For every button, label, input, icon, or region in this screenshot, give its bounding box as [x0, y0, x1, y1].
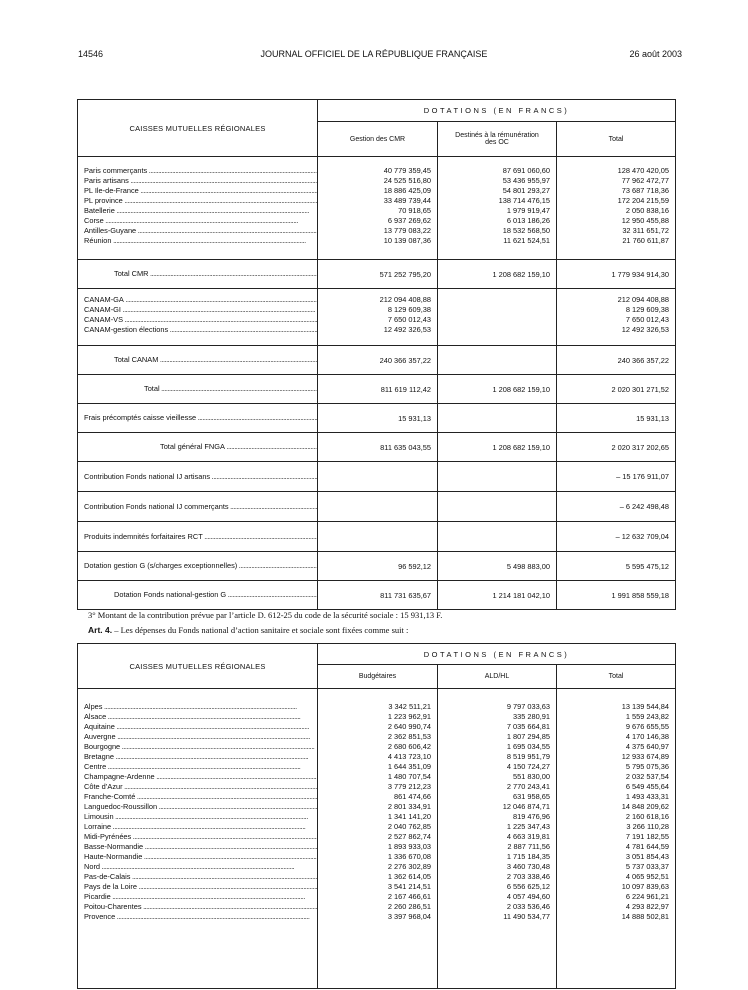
cell-value: 2 260 286,51	[387, 902, 431, 911]
cell-value: 4 150 724,27	[506, 762, 550, 771]
row-label: CANAM-VS .....	[84, 315, 317, 325]
total-canam-total: 240 366 357,22	[557, 346, 676, 375]
region-labels	[78, 689, 318, 989]
cell-value: 13 779 083,22	[383, 226, 431, 235]
cell-value: 18 532 568,50	[502, 226, 550, 235]
cell-value: 1 362 614,05	[387, 872, 431, 881]
total-gestion: 811 619 112,42	[318, 375, 438, 404]
contribution-note: 3° Montant de la contribution prévue par l’article D. 612-25 du code de la sécurité sociale : 15 931,13 F.	[88, 610, 443, 620]
cell-value: 2 887 711,56	[507, 842, 550, 851]
cell-value: 12 492 326,53	[621, 325, 670, 334]
total-general-destinees: 1 208 682 159,10	[438, 433, 557, 462]
row-label: Haute-Normandie .....	[84, 852, 317, 862]
row-label: Paris commerçants .....	[84, 166, 317, 176]
col-header-gestion: Gestion des CMR	[318, 122, 438, 157]
cell-value: 3 460 730,48	[506, 862, 550, 871]
contrib-commercants-total: – 6 242 498,48	[557, 492, 676, 522]
cell-value: 14 888 502,81	[621, 912, 670, 921]
produits-label: Produits indemnités forfaitaires RCT .....	[78, 522, 318, 552]
cell-value: 54 801 293,27	[502, 186, 550, 195]
cell-value: 1 715 184,35	[506, 852, 550, 861]
cell-value: 2 032 537,54	[625, 772, 670, 781]
cell-value: 2 640 990,74	[387, 722, 431, 731]
cell-value: 6 549 455,64	[625, 782, 670, 791]
canam-gestion	[318, 289, 438, 346]
cell-value: 70 918,65	[398, 206, 431, 215]
journal-title: JOURNAL OFFICIEL DE LA RÉPUBLIQUE FRANÇAISE	[260, 49, 488, 59]
fnga-dotations-table	[77, 99, 676, 610]
row-label: Basse-Normandie .....	[84, 842, 317, 852]
cell-value: 1 695 034,55	[506, 742, 550, 751]
cell-value: 631 958,65	[513, 792, 550, 801]
article-4	[88, 625, 408, 635]
cell-value: 10 139 087,36	[383, 236, 431, 245]
cell-value: 4 057 494,60	[506, 892, 550, 901]
row-label: Limousin .....	[84, 812, 317, 822]
frais-gestion: 15 931,13	[318, 404, 438, 433]
cell-value: 9 797 033,63	[506, 702, 550, 711]
dotation-g-total: 5 595 475,12	[557, 552, 676, 581]
row-label: CANAM-GA .....	[84, 295, 317, 305]
cell-value: 335 280,91	[513, 712, 550, 721]
cell-value: 2 362 851,53	[387, 732, 431, 741]
cell-value: 1 223 962,91	[387, 712, 431, 721]
cmr-total	[557, 157, 676, 260]
cell-value: 7 650 012,43	[625, 315, 670, 324]
cell-value: 9 676 655,55	[625, 722, 670, 731]
cell-value: 2 160 618,16	[625, 812, 670, 821]
cell-value: 1 225 347,43	[506, 822, 550, 831]
row-label: Paris artisans .....	[84, 176, 317, 186]
cell-value: 3 779 212,23	[387, 782, 431, 791]
total-destinees: 1 208 682 159,10	[438, 375, 557, 404]
caisses-header: CAISSES MUTUELLES RÉGIONALES	[78, 100, 318, 157]
row-label: Côte d’Azur .....	[84, 782, 317, 792]
budgetaires-values	[318, 689, 438, 989]
total-cmr-label: Total CMR .....	[78, 260, 318, 289]
cell-value: 4 413 723,10	[387, 752, 431, 761]
cell-value: 3 541 214,51	[387, 882, 431, 891]
row-label: Lorraine .....	[84, 822, 317, 832]
row-label: Réunion .....	[84, 236, 317, 246]
dotation-fonds-destinees: 1 214 181 042,10	[438, 581, 557, 610]
col-header-aldhl: ALD/HL	[438, 665, 557, 689]
cell-value: 1 480 707,54	[387, 772, 431, 781]
aldhl-values	[438, 689, 557, 989]
dotations-header: DOTATIONS (EN FRANCS)	[318, 644, 676, 665]
cell-value: 861 474,66	[394, 792, 431, 801]
dotations-header: DOTATIONS (EN FRANCS)	[318, 100, 676, 122]
row-label: Alsace .....	[84, 712, 317, 722]
cell-value: 1 493 433,31	[625, 792, 670, 801]
cell-value: 73 687 718,36	[621, 186, 670, 195]
row-label: Nord .....	[84, 862, 317, 872]
cell-value: 1 807 294,85	[506, 732, 550, 741]
cell-value: 21 760 611,87	[622, 236, 670, 245]
total-cmr-gestion: 571 252 795,20	[318, 260, 438, 289]
col-header-budgetaires: Budgétaires	[318, 665, 438, 689]
cell-value: 12 933 674,89	[621, 752, 670, 761]
frais-destinees-empty	[438, 404, 557, 433]
total-general-label: Total général FNGA .....	[78, 433, 318, 462]
total-canam-gestion: 240 366 357,22	[318, 346, 438, 375]
row-label: Poitou-Charentes .....	[84, 902, 317, 912]
cell-value: 2 703 338,46	[506, 872, 550, 881]
cell-value: 2 050 838,16	[625, 206, 670, 215]
row-label: Auvergne .....	[84, 732, 317, 742]
row-label: Provence .....	[84, 912, 317, 922]
cell-value: 7 650 012,43	[387, 315, 431, 324]
total-canam-label: Total CANAM .....	[78, 346, 318, 375]
contrib-artisans-label: Contribution Fonds national IJ artisans .....	[78, 462, 318, 492]
cell-value: 10 097 839,63	[621, 882, 670, 891]
cell-value: 53 436 955,97	[502, 176, 550, 185]
dotation-fonds-total: 1 991 858 559,18	[557, 581, 676, 610]
cell-value: 40 779 359,45	[383, 166, 431, 175]
cell-value: 24 525 516,80	[383, 176, 431, 185]
col-header-destinees: Destinés à la rémunération des OC	[438, 122, 557, 157]
cell-value: 8 129 609,38	[387, 305, 431, 314]
cell-value: 2 801 334,91	[387, 802, 431, 811]
cell-value: 3 051 854,43	[625, 852, 670, 861]
produits-gestion-empty	[318, 522, 438, 552]
row-label: CANAM-gestion élections .....	[84, 325, 317, 335]
row-label: PL Ile-de-France .....	[84, 186, 317, 196]
caisses-header: CAISSES MUTUELLES RÉGIONALES	[78, 644, 318, 689]
cell-value: 1 893 933,03	[387, 842, 431, 851]
cell-value: 33 489 739,44	[383, 196, 431, 205]
produits-total: – 12 632 709,04	[557, 522, 676, 552]
total-general-total: 2 020 317 202,65	[557, 433, 676, 462]
total-values	[557, 689, 676, 989]
row-label: Batellerie .....	[84, 206, 317, 216]
cell-value: 2 770 243,41	[506, 782, 550, 791]
row-label: Aquitaine .....	[84, 722, 317, 732]
cell-value: 87 691 060,60	[502, 166, 550, 175]
contrib-artisans-gestion-empty	[318, 462, 438, 492]
cell-value: 4 170 146,38	[625, 732, 670, 741]
cell-value: 138 714 476,15	[498, 196, 550, 205]
cell-value: 8 519 951,79	[506, 752, 550, 761]
contrib-commercants-destinees-empty	[438, 492, 557, 522]
cell-value: 4 663 319,81	[506, 832, 550, 841]
canam-destinees-empty	[438, 289, 557, 346]
cell-value: 6 556 625,12	[506, 882, 550, 891]
cell-value: 13 139 544,84	[621, 702, 670, 711]
cell-value: 3 397 968,04	[387, 912, 431, 921]
cell-value: 11 621 524,51	[503, 236, 550, 245]
row-label: Picardie .....	[84, 892, 317, 902]
total-general-gestion: 811 635 043,55	[318, 433, 438, 462]
cell-value: 77 962 472,77	[621, 176, 670, 185]
dotation-g-label: Dotation gestion G (s/charges exceptionnelles) .....	[78, 552, 318, 581]
total-total: 2 020 301 271,52	[557, 375, 676, 404]
cell-value: 1 341 141,20	[387, 812, 431, 821]
cell-value: 172 204 215,59	[617, 196, 670, 205]
cell-value: 12 492 326,53	[383, 325, 431, 334]
cell-value: 2 680 606,42	[387, 742, 431, 751]
row-label: Alpes .....	[84, 702, 317, 712]
total-cmr-destinees: 1 208 682 159,10	[438, 260, 557, 289]
row-label: Antilles-Guyane .....	[84, 226, 317, 236]
fnass-depenses-table	[77, 643, 676, 989]
contrib-commercants-label: Contribution Fonds national IJ commerçants .....	[78, 492, 318, 522]
cell-value: 12 950 455,88	[621, 216, 670, 225]
cell-value: 2 040 762,85	[387, 822, 431, 831]
cell-value: 7 191 182,55	[625, 832, 670, 841]
frais-label: Frais précomptés caisse vieillesse .....	[78, 404, 318, 433]
col-header-total: Total	[557, 665, 676, 689]
cell-value: 1 644 351,09	[387, 762, 431, 771]
cell-value: 2 276 302,89	[387, 862, 431, 871]
cell-value: 5 795 075,36	[625, 762, 670, 771]
article-text: – Les dépenses du Fonds national d’action sanitaire et sociale sont fixées comme suit :	[112, 625, 409, 635]
cell-value: 3 342 511,21	[388, 702, 431, 711]
cell-value: 2 527 862,74	[387, 832, 431, 841]
contrib-commercants-gestion-empty	[318, 492, 438, 522]
row-label: Champagne-Ardenne .....	[84, 772, 317, 782]
frais-total: 15 931,13	[557, 404, 676, 433]
row-label: Pays de la Loire .....	[84, 882, 317, 892]
row-label: Centre .....	[84, 762, 317, 772]
cell-value: 1 336 670,08	[387, 852, 431, 861]
row-label: Franche-Comté .....	[84, 792, 317, 802]
cell-value: 18 886 425,09	[383, 186, 431, 195]
cell-value: 14 848 209,62	[621, 802, 670, 811]
cell-value: 8 129 609,38	[625, 305, 670, 314]
cell-value: 6 224 961,21	[625, 892, 670, 901]
row-label: Midi-Pyrénées .....	[84, 832, 317, 842]
dotation-fonds-gestion: 811 731 635,67	[318, 581, 438, 610]
canam-labels	[78, 289, 318, 346]
cell-value: 6 013 186,26	[506, 216, 550, 225]
total-canam-destinees-empty	[438, 346, 557, 375]
col-header-total: Total	[557, 122, 676, 157]
cell-value: 7 035 664,81	[506, 722, 550, 731]
row-label: Corse .....	[84, 216, 317, 226]
produits-destinees-empty	[438, 522, 557, 552]
page-header	[0, 49, 748, 63]
contrib-artisans-destinees-empty	[438, 462, 557, 492]
row-label: Pas-de-Calais .....	[84, 872, 317, 882]
cell-value: 2 167 466,61	[387, 892, 431, 901]
canam-total	[557, 289, 676, 346]
cell-value: 11 490 534,77	[503, 912, 550, 921]
cell-value: 3 266 110,28	[626, 822, 670, 831]
cell-value: 4 065 952,51	[625, 872, 670, 881]
cell-value: 12 046 874,71	[502, 802, 550, 811]
cell-value: 1 979 919,47	[506, 206, 550, 215]
row-label: Languedoc-Roussillon .....	[84, 802, 317, 812]
cell-value: 128 470 420,05	[617, 166, 670, 175]
total-label: Total .....	[78, 375, 318, 404]
contrib-artisans-total: – 15 176 911,07	[557, 462, 676, 492]
cell-value: 551 830,00	[513, 772, 550, 781]
cmr-gestion	[318, 157, 438, 260]
cell-value: 4 293 822,97	[625, 902, 670, 911]
cell-value: 4 781 644,59	[625, 842, 670, 851]
cmr-labels	[78, 157, 318, 260]
cell-value: 4 375 640,97	[625, 742, 670, 751]
row-label: CANAM-GI .....	[84, 305, 317, 315]
cell-value: 2 033 536,46	[506, 902, 550, 911]
dotation-g-destinees: 5 498 883,00	[438, 552, 557, 581]
dotation-fonds-label: Dotation Fonds national-gestion G .....	[78, 581, 318, 610]
cell-value: 212 094 408,88	[379, 295, 431, 304]
total-cmr-total: 1 779 934 914,30	[557, 260, 676, 289]
cell-value: 212 094 408,88	[617, 295, 670, 304]
article-label: Art. 4.	[88, 625, 113, 635]
cell-value: 32 311 651,72	[622, 226, 670, 235]
page-number: 14546	[78, 49, 104, 59]
row-label: PL province .....	[84, 196, 317, 206]
cmr-destinees	[438, 157, 557, 260]
cell-value: 819 476,96	[513, 812, 550, 821]
cell-value: 6 937 269,62	[387, 216, 431, 225]
row-label: Bretagne .....	[84, 752, 317, 762]
row-label: Bourgogne .....	[84, 742, 317, 752]
publication-date: 26 août 2003	[629, 49, 682, 59]
dotation-g-gestion: 96 592,12	[318, 552, 438, 581]
cell-value: 1 559 243,82	[625, 712, 670, 721]
cell-value: 5 737 033,37	[625, 862, 670, 871]
